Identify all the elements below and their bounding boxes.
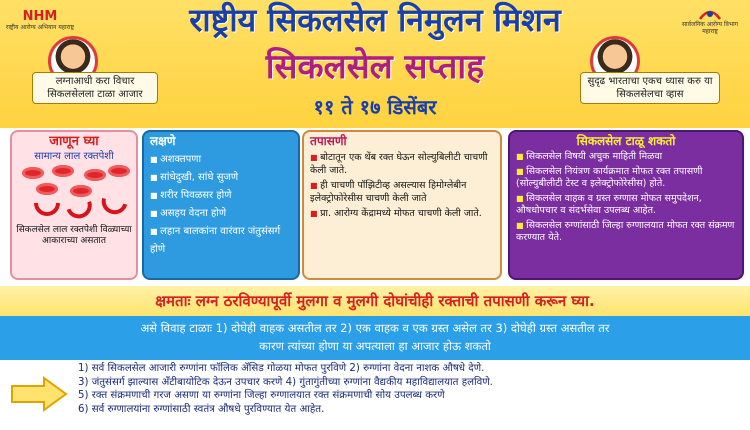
- event-dates: ११ ते १७ डिसेंबर: [313, 95, 437, 119]
- symptoms-heading: लक्षणे: [150, 134, 176, 148]
- list-item: 3) जंतुसंसर्ग झाल्यास अँटीबायोटिक देऊन उपचार करणे 4) गुंतागुंतीच्या रुग्णांना वैद्यकीय महाविद्यालयात हलविणे.: [78, 376, 493, 388]
- tests-panel: [302, 130, 502, 280]
- red-cell-icon: [22, 167, 44, 179]
- prevention-heading: सिकलसेल टाळू शकतो: [576, 134, 676, 148]
- advice-banner: क्षमताः लग्न ठरविण्यापूर्वी मुलगा व मुलगी दोघांचीही रक्ताची तपासणी करून घ्या.: [0, 286, 750, 316]
- sickle-cell-icon: [34, 203, 60, 216]
- page-subtitle: सिकलसेल सप्ताह: [265, 47, 485, 87]
- nhm-logo: [4, 2, 76, 38]
- prevention-list: [510, 151, 742, 244]
- sickle-cell-icon: [99, 198, 127, 217]
- arrow-right-icon: [10, 376, 68, 412]
- list-item: ■ सिकलसेल नियंत्रण कार्यक्रमात मोफत रक्त तपासणी (सोल्युबीलीटी टेस्ट व इलेक्ट्रोफोरेसीस) होते.: [516, 166, 736, 190]
- list-item: 5) रक्त संक्रमणाची गरज असणा या रुग्णांना जिल्हा रुग्णालयात रक्त संक्रमणाची सोय उपलब्ध करणे: [78, 390, 445, 401]
- motto-right: सुदृढ भारताचा एकच ध्यास करु या सिकलसेलचा व्हास: [580, 72, 720, 104]
- red-cell-icon: [108, 165, 130, 177]
- list-item: ■ अशक्तपणा: [150, 151, 292, 169]
- tests-list: [304, 151, 500, 220]
- sickle-cell-icon: [67, 201, 96, 222]
- tests-heading: तपासणी: [310, 134, 347, 148]
- list-item: ■ लहान बालकांना वारंवार जंतुसंसर्ग होणे: [150, 223, 292, 259]
- list-item: ■ सांधेदुखी, सांधे सुजणे: [150, 169, 292, 187]
- prevention-panel: [508, 130, 744, 280]
- page-title: राष्ट्रीय सिकलसेल निमुलन मिशन: [189, 1, 561, 39]
- know-subheading: सामान्य लाल रक्तपेशी: [34, 151, 114, 162]
- list-item: ■ असहय वेदना होणे: [150, 205, 292, 223]
- list-item: ■ सिकलसेल विषयी अचुक माहिती मिळवा: [516, 151, 736, 163]
- red-cell-icon: [52, 165, 74, 177]
- know-panel: [10, 130, 138, 280]
- symptoms-list: [144, 151, 298, 259]
- red-cell-icon: [84, 169, 106, 181]
- avoid-line-1: असे विवाह टाळाः 1) दोघेही वाहक असतील तर 2) एक वाहक व एक ग्रस्त असेल तर 3) दोघेही ग्रस्त असतील तर: [140, 321, 610, 335]
- motto-left: लग्नाआधी करा विचार सिकलसेलला टाळा आजार: [32, 72, 158, 104]
- list-item: ■ ही चाचणी पॉझिटीव्ह असल्यास हिमोग्लेबीन इलेक्ट्रोफोरेसीस चाचणी केली जाते: [310, 179, 494, 205]
- know-heading: जाणून घ्या: [49, 134, 99, 149]
- measures-list: [78, 362, 748, 416]
- list-item: ■ सिकलसेल रुग्णांसाठी जिल्हा रुग्णालयात मोफत रक्त संक्रमण करण्यात येते.: [516, 220, 736, 244]
- red-cell-icon: [70, 185, 92, 197]
- know-caption: सिकलसेल लाल रक्तपेशी विळ्याच्या आकाराच्या असतात: [16, 225, 132, 246]
- list-item: ■ प्रा. आरोग्य केंद्रामध्ये मोफत चाचणी केली जाते.: [310, 207, 494, 220]
- blood-cells-illustration: [12, 163, 136, 225]
- nhm-logo-text: राष्ट्रीय आरोग्य अभियान महाराष्ट्र: [5, 24, 75, 31]
- red-cell-icon: [36, 183, 58, 195]
- list-item: ■ बोटातून एक थेंब रक्त घेऊन सोल्युबिलीटी चाचणी केली जाते.: [310, 151, 494, 177]
- avoid-marriage-strip: [0, 316, 750, 360]
- symptoms-panel: [142, 130, 300, 280]
- list-item: 6) सर्व रुग्णालयांना रुग्णांसाठी स्वतंत्र औषधे पुरविण्यात येत आहेत.: [78, 403, 325, 415]
- avoid-line-2: कारण त्यांच्या होणा या अपत्याला हा आजार होऊ शकतो: [259, 339, 491, 353]
- health-dept-emblem-icon: [698, 5, 722, 21]
- list-item: ■ शरीर पिवळसर होणे: [150, 187, 292, 205]
- measures-section: [0, 360, 750, 430]
- health-dept-logo: [674, 2, 746, 38]
- health-dept-logo-text: सार्वजनिक आरोग्य विभाग महाराष्ट्र: [681, 21, 739, 35]
- header: [0, 0, 750, 128]
- list-item: 1) सर्व सिकलसेल आजारी रुग्णांना फॉलिक ॲसिड गोळया मोफत पुरविणे 2) रुग्णांना वेदना नाशक औषधे देणे.: [78, 363, 485, 374]
- list-item: ■ सिकलसेल वाहक व ग्रस्त रुग्णास मोफत समुपदेशन, औषधोपचार व संदर्भसेवा उपलब्ध आहेत.: [516, 193, 736, 217]
- nhm-logo-mark: NHM: [22, 9, 58, 24]
